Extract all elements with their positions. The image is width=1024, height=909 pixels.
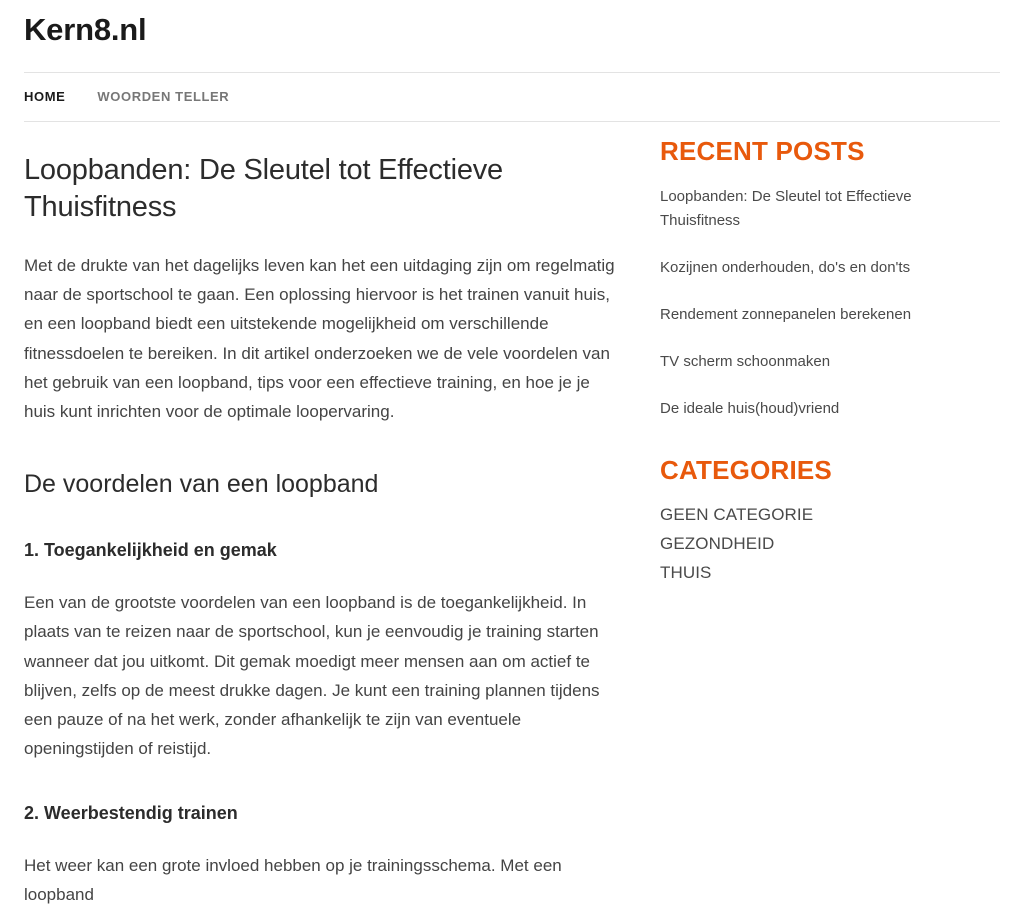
list-item bbox=[660, 397, 976, 421]
recent-post-link-3[interactable]: Rendement zonnepanelen berekenen bbox=[660, 306, 912, 324]
category-link-thuis[interactable]: THUIS bbox=[660, 562, 712, 582]
content-wrapper bbox=[0, 122, 1024, 909]
site-header bbox=[0, 0, 1024, 122]
widget-recent-posts bbox=[660, 136, 976, 421]
categories-title: CATEGORIES bbox=[660, 455, 832, 486]
list-item bbox=[660, 256, 976, 280]
article-paragraph-2: Het weer kan een grote invloed hebben op je trainingsschema. Met een loopband bbox=[24, 855, 562, 905]
nav-item-home bbox=[24, 88, 65, 106]
sidebar bbox=[660, 122, 976, 604]
article-section-heading: De voordelen van een loopband bbox=[24, 470, 379, 499]
list-item bbox=[660, 185, 976, 233]
recent-post-link-4[interactable]: TV scherm schoonmaken bbox=[660, 353, 831, 371]
article-subheading-2: 2. Weerbestendig trainen bbox=[24, 802, 238, 823]
recent-post-link-1[interactable]: Loopbanden: De Sleutel tot Effectieve Thuisfitness bbox=[660, 188, 912, 230]
list-item bbox=[660, 350, 976, 374]
list-item bbox=[660, 563, 976, 583]
list-item bbox=[660, 303, 976, 327]
article-subheading-1: 1. Toegankelijkheid en gemak bbox=[24, 539, 277, 560]
nav-item-woorden-teller bbox=[97, 88, 229, 106]
recent-post-link-5[interactable]: De ideale huis(houd)vriend bbox=[660, 400, 840, 418]
list-item bbox=[660, 534, 976, 554]
recent-posts-title: RECENT POSTS bbox=[660, 136, 865, 167]
list-item bbox=[660, 505, 976, 525]
widget-categories bbox=[660, 455, 976, 582]
categories-list bbox=[660, 505, 976, 583]
site-title bbox=[24, 0, 1000, 50]
recent-post-link-2[interactable]: Kozijnen onderhouden, do's en don'ts bbox=[660, 259, 911, 277]
article-intro-paragraph: Met de drukte van het dagelijks leven kan het een uitdaging zijn om regelmatig naar de sportschool te gaan. Een oplossing hiervoor is het trainen vanuit huis, en een loopband biedt een uitstekende mogelijkheid om verschillende fitnessdoelen te bereiken. In dit artikel onderzoeken we de vele voordelen van het gebruik van een loopband, tips voor een effectieve training, en hoe je je huis kunt inrichten voor de optimale loopervaring. bbox=[24, 255, 615, 421]
main-navigation bbox=[24, 72, 1000, 122]
nav-link-woorden-teller[interactable]: WOORDEN TELLER bbox=[97, 89, 230, 105]
site-title-link[interactable]: Kern8.nl bbox=[24, 12, 147, 47]
article bbox=[24, 152, 620, 909]
category-link-gezondheid[interactable]: GEZONDHEID bbox=[660, 533, 775, 553]
article-paragraph-1: Een van de grootste voordelen van een loopband is de toegankelijkheid. In plaats van te reizen naar de sportschool, kun je eenvoudig je training starten wanneer dat jou uitkomt. Dit gemak moedigt meer mensen aan om actief te blijven, zelfs op de meest drukke dagen. Je kunt een training plannen tijdens een pauze of na het werk, zonder afhankelijk te zijn van eventuele openingstijden of reistijd. bbox=[24, 593, 600, 759]
nav-link-home[interactable]: HOME bbox=[24, 89, 66, 105]
recent-posts-list bbox=[660, 185, 976, 421]
article-body bbox=[24, 251, 620, 909]
nav-list bbox=[24, 88, 261, 106]
article-title: Loopbanden: De Sleutel tot Effectieve Thuisfitness bbox=[24, 154, 503, 223]
main-content bbox=[24, 122, 660, 909]
category-link-geen-categorie[interactable]: GEEN CATEGORIE bbox=[660, 504, 814, 524]
